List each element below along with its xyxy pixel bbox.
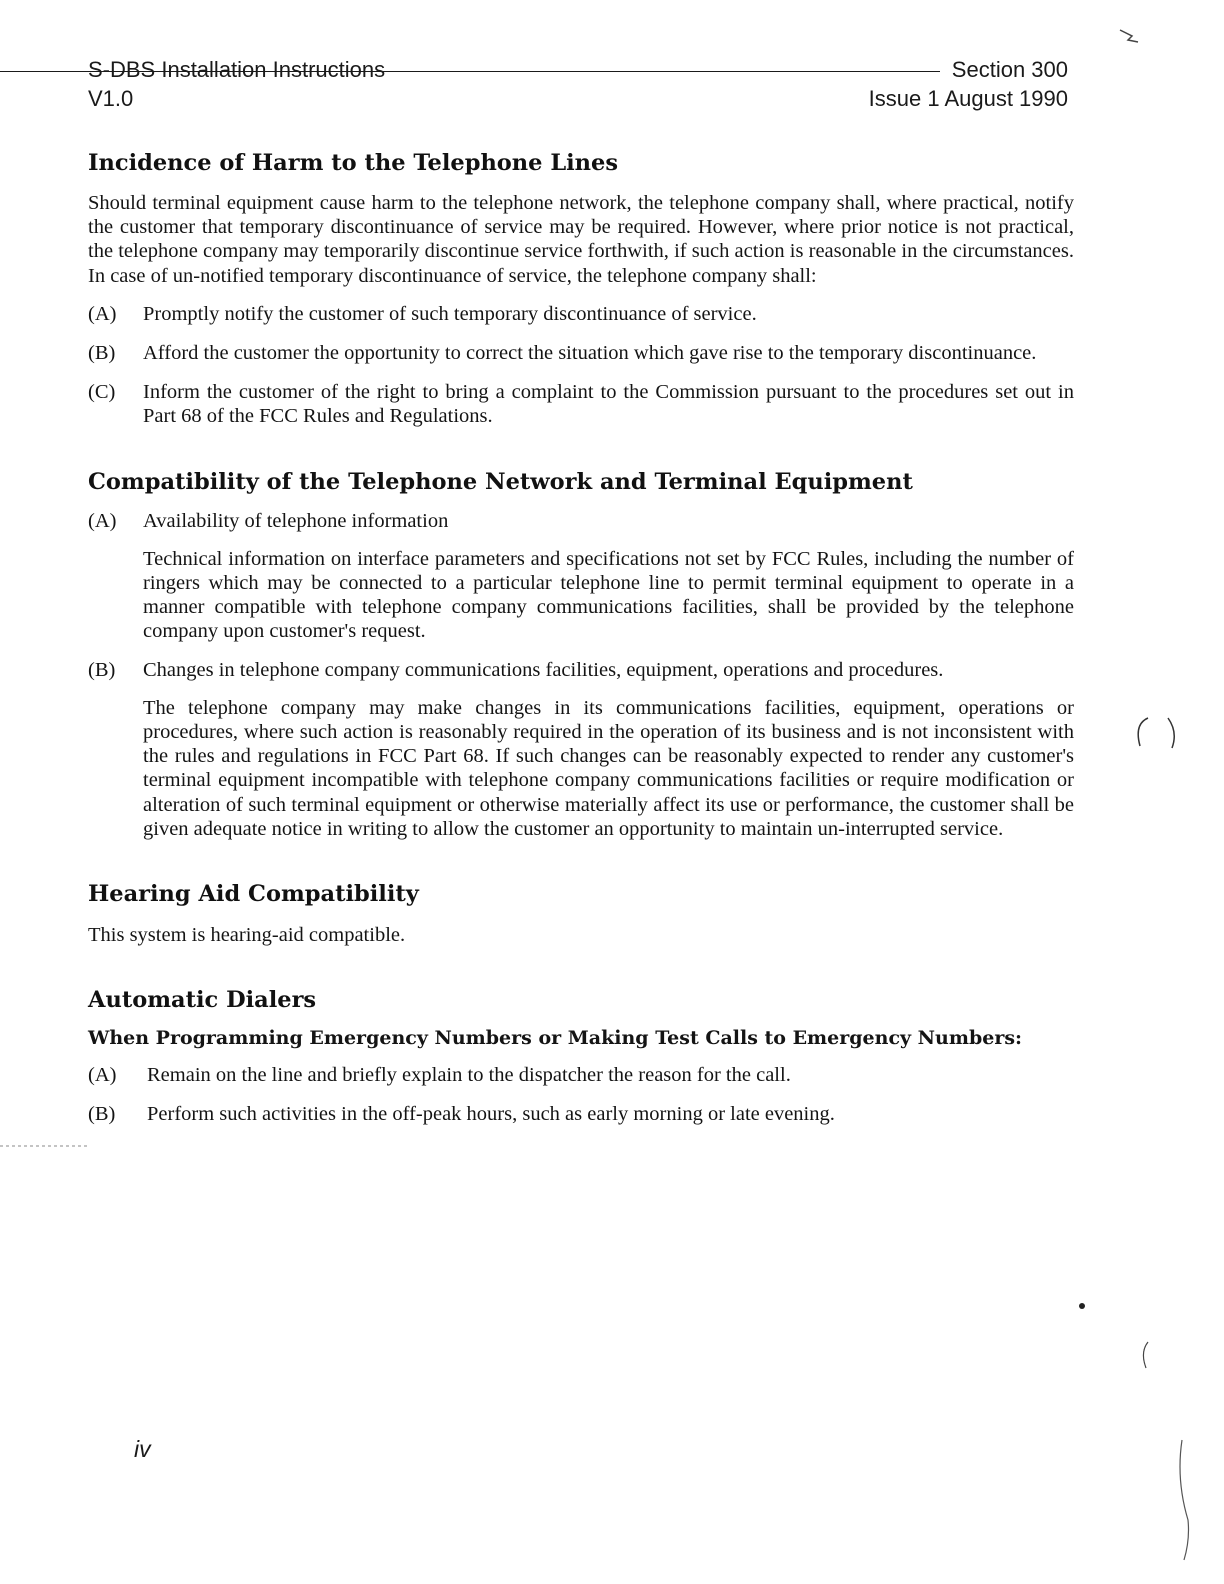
issue-date: Issue 1 August 1990 (868, 86, 1068, 111)
list-item-label: (A) (88, 1064, 117, 1087)
section-number: Section 300 (951, 57, 1068, 82)
list-item-text: Remain on the line and briefly explain to the dispatcher the reason for the call. (147, 1064, 791, 1087)
list-item-label: (A) (88, 509, 117, 532)
list-item-text: Afford the customer the opportunity to correct the situation which gave rise to the temporary discontinuance. (143, 342, 1037, 365)
list-item-text: Inform the customer of the right to bring a complaint to the Commission pursuant to the procedures set out in Part 68 of the FCC Rules and Regulations. (143, 381, 1074, 428)
section-hearing-aid-text: This system is hearing-aid compatible. (88, 924, 406, 947)
list-item-text: Changes in telephone company communications facilities, equipment, operations and procedures. (143, 658, 944, 681)
section-harm-intro: Should terminal equipment cause harm to the telephone network, the telephone company shall, where practical, notify the customer that temporary discontinuance of service may be required. However, where prior notice is not practical, the telephone company may temporarily discontinue service forthwith, if such action is reasonable in the circumstances. In case of un-notified temporary discontinuance of service, the telephone company shall: (88, 192, 1074, 287)
list-item-text: Perform such activities in the off-peak hours, such as early morning or late evening. (147, 1103, 835, 1126)
list-item-text: Promptly notify the customer of such temporary discontinuance of service. (143, 302, 757, 325)
document-version: V1.0 (88, 86, 134, 111)
list-item-detail: The telephone company may make changes in its communications facilities, equipment, operations or procedures, where such action is reasonably required in the operation of its business and is not inconsistent with the rules and regulations in FCC Part 68. If such changes can be reasonably expected to render any customer's terminal equipment incompatible with telephone company communications facilities or require modification or alteration of such terminal equipment or otherwise materially affect its use or performance, the customer shall be given adequate notice in writing to allow the customer an opportunity to maintain un-interrupted service. (143, 696, 1074, 840)
document-title: S-DBS Installation Instructions (88, 57, 386, 82)
section-compatibility-title: Compatibility of the Telephone Network and Terminal Equipment (88, 468, 913, 495)
list-item-label: (A) (88, 302, 117, 325)
list-item-text: Availability of telephone information (143, 509, 449, 532)
section-automatic-dialers-subtitle: When Programming Emergency Numbers or Making Test Calls to Emergency Numbers: (88, 1027, 1023, 1050)
page-number: iv (134, 1436, 151, 1462)
list-item-label: (B) (88, 342, 116, 365)
section-automatic-dialers-title: Automatic Dialers (88, 987, 317, 1014)
list-item-detail: Technical information on interface parameters and specifications not set by FCC Rules, including the number of ringers which may be connected to a particular telephone line to permit terminal equipment to operate in a manner compatible with telephone company communications facilities, shall be provided by the telephone company upon customer's request. (143, 547, 1074, 643)
list-item-label: (C) (88, 381, 116, 404)
list-item-label: (B) (88, 1103, 116, 1126)
section-harm-title: Incidence of Harm to the Telephone Lines (88, 150, 619, 176)
list-item-label: (B) (88, 658, 116, 681)
section-hearing-aid-title: Hearing Aid Compatibility (88, 881, 419, 908)
